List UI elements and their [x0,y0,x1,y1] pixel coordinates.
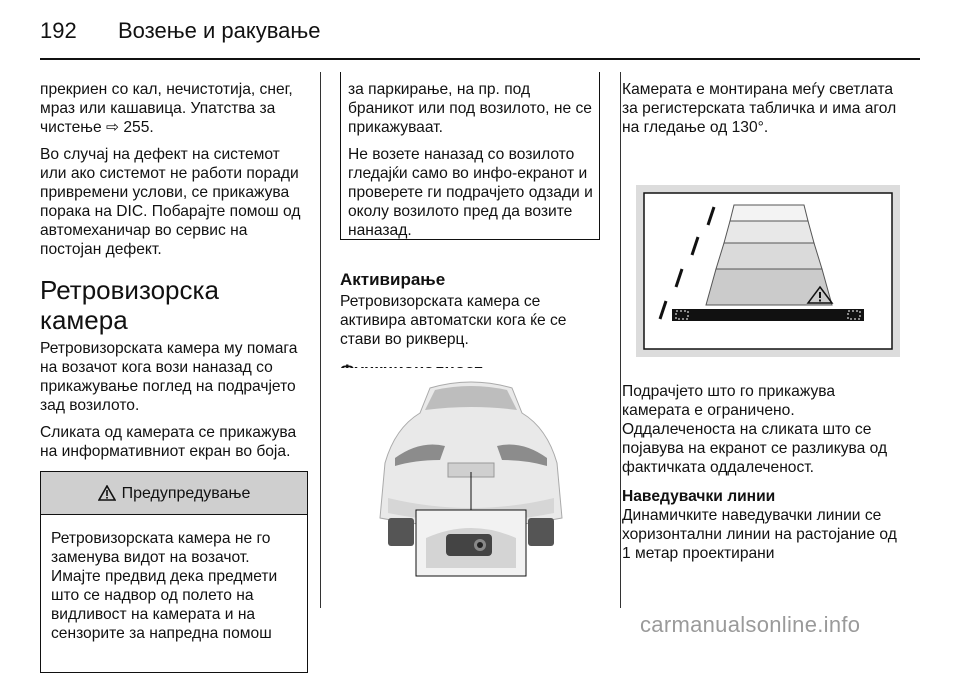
subsection-title: Активирање [340,270,446,289]
paragraph: Не возете наназад со возилото гледајќи само во инфо-екранот и проверете ги подрачјето одзади и околу возилото пред да возите наназад. [348,146,593,239]
camera-display-illustration [636,185,900,357]
paragraph: Ретровизорската камера му помага на возачот кога вози наназад со прикажување поглед на подрачјето зад возилото. [40,340,298,414]
warning-box [40,471,308,673]
column-divider-1 [320,72,321,608]
paragraph: Динамичките наведувачки линии се хоризонтални линии на растојание од 1 метар проектирани [622,507,897,562]
paragraph: Подрачјето што го прикажува камерата е ограничено. Оддалеченоста на сликата што се појавува на екранот се разликува од фактичката оддалеченост. [622,383,888,476]
warning-header [41,472,307,515]
header-rule [40,58,920,60]
paragraph: прекриен со кал, нечистотија, снег, мраз или кашавица. Упатства за чистење ⇨ 255. [40,81,293,136]
warning-triangle-icon [98,485,116,501]
paragraph: Камерата е монтирана меѓу светлата за регистерската табличка и има агол на гледање од 130°. [622,81,897,136]
warning-body: Ретровизорската камера не го заменува видот на возачот. Имајте предвид дека предмети што се надвор од полето на видливост на камерата и на сензорите за напредна помош [51,530,278,642]
chapter-title: Возење и ракување [118,18,321,43]
column-3-lower [622,382,904,571]
warning-title: Предупредување [121,484,251,502]
column-3 [622,80,904,145]
column-2 [340,80,604,383]
column-1 [40,80,308,673]
section-title: Ретровизорска камера [40,275,219,335]
subsection-title: Наведувачки линии [622,488,776,505]
paragraph: Ретровизорската камера се активира автоматски кога ќе се стави во рикверц. [340,293,567,348]
watermark: carmanualsonline.info [640,612,861,637]
paragraph: за паркирање, на пр. под браникот или под возилото, не се прикажуваат. [348,81,592,136]
page-header [40,14,920,54]
page-number: 192 [40,18,77,43]
car-rear-camera-illustration [340,368,602,580]
paragraph: Сликата од камерата се прикажува на информативниот екран во боја. [40,424,297,460]
column-divider-2 [620,72,621,608]
paragraph: Во случај на дефект на системот или ако системот не работи поради привремени услови, се прикажува порака на DIC. Побарајте помош од автомеханичар во сервис на постојан дефект. [40,146,301,258]
